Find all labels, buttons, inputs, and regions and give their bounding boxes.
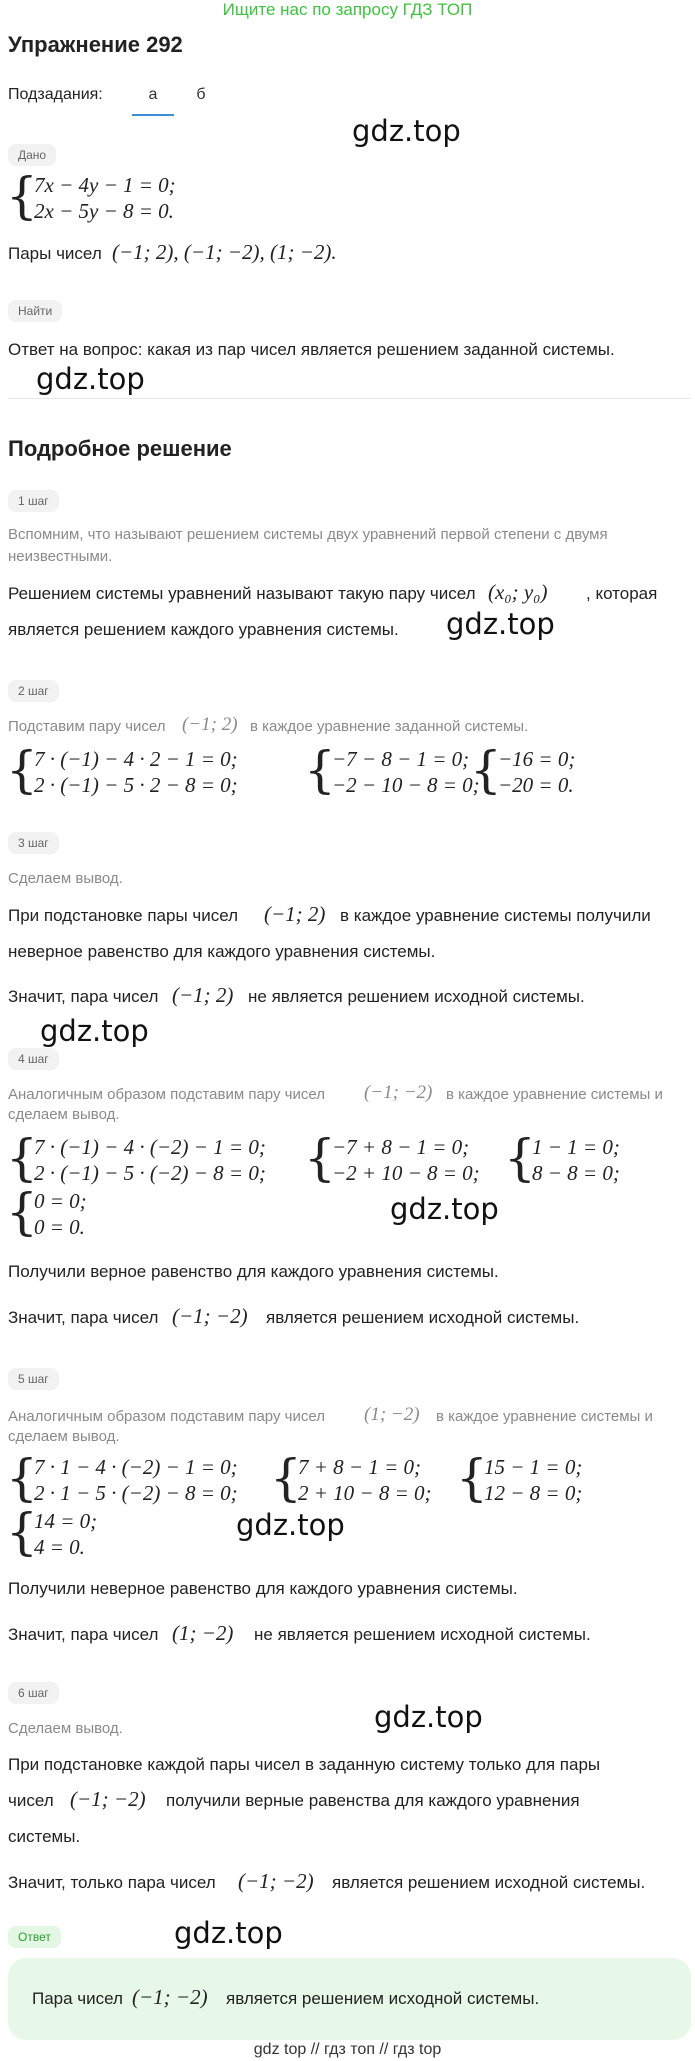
system-eq: −7 − 8 − 1 = 0; bbox=[332, 747, 470, 771]
system-brace: { bbox=[6, 167, 38, 225]
system-brace: { bbox=[6, 1503, 38, 1561]
step-text: Значит, только пара чисел bbox=[8, 1873, 216, 1892]
step-math: (−1; −2) bbox=[70, 1787, 146, 1811]
watermark: gdz.top bbox=[446, 607, 555, 641]
tab-a[interactable]: а bbox=[148, 86, 158, 103]
step-hint: Подставим пару чисел bbox=[8, 718, 166, 735]
step-text: не является решением исходной системы. bbox=[254, 1625, 591, 1644]
footer-links[interactable]: gdz top // гдз топ // гдз top bbox=[253, 2041, 442, 2058]
step-badge: 1 шаг bbox=[8, 490, 59, 512]
step-badge: 6 шаг bbox=[8, 1682, 59, 1704]
step-hint: Аналогичным образом подставим пару чисел bbox=[8, 1086, 325, 1103]
tab-active-indicator bbox=[132, 114, 174, 116]
step-math: (−1; 2) bbox=[172, 983, 234, 1007]
step-text: является решением исходной системы. bbox=[332, 1873, 646, 1892]
step-text: Значит, пара чисел bbox=[8, 1308, 159, 1327]
step-text: чисел bbox=[8, 1791, 54, 1810]
step-hint: в каждое уравнение заданной системы. bbox=[250, 718, 529, 735]
system-brace: { bbox=[6, 741, 38, 799]
system-eq: −16 = 0; bbox=[498, 747, 576, 771]
step-text: получили верные равенства для каждого уравнения bbox=[166, 1791, 580, 1810]
step-hint-math: (−1; −2) bbox=[364, 1082, 433, 1103]
step-hint: сделаем вывод. bbox=[8, 1428, 120, 1445]
system-brace: { bbox=[470, 741, 502, 799]
find-badge: Найти bbox=[8, 300, 62, 322]
given-badge: Дано bbox=[8, 144, 56, 166]
watermark: gdz.top bbox=[36, 362, 145, 396]
system-eq: 2 + 10 − 8 = 0; bbox=[298, 1481, 432, 1505]
step-badge: 3 шаг bbox=[8, 832, 59, 854]
pairs-label: Пары чисел bbox=[8, 244, 102, 263]
system-brace: { bbox=[304, 1129, 336, 1187]
subtasks-label: Подзадания: bbox=[8, 86, 103, 103]
step-text: в каждое уравнение системы получили bbox=[340, 906, 651, 925]
answer-text: является решением исходной системы. bbox=[226, 1989, 540, 2008]
system-eq: 2 · 1 − 5 · (−2) − 8 = 0; bbox=[34, 1481, 238, 1505]
answer-math: (−1; −2) bbox=[132, 1985, 208, 2009]
step-hint-math: (−1; 2) bbox=[182, 714, 238, 735]
system-eq: 0 = 0; bbox=[34, 1189, 87, 1213]
system-eq: 14 = 0; bbox=[34, 1509, 98, 1533]
step-hint: Вспомним, что называют решением системы двух уравнений первой степени с двумя неизвестными. bbox=[8, 526, 608, 565]
watermark: gdz.top bbox=[174, 1916, 283, 1950]
system-eq: 2 · (−1) − 5 · (−2) − 8 = 0; bbox=[34, 1161, 266, 1185]
system-eq: 7 + 8 − 1 = 0; bbox=[298, 1455, 422, 1479]
system-brace: { bbox=[6, 1129, 38, 1187]
exercise-title: Упражнение 292 bbox=[8, 32, 183, 57]
system-brace: { bbox=[6, 1183, 38, 1241]
step-text: Значит, пара чисел bbox=[8, 987, 159, 1006]
tab-b[interactable]: б bbox=[196, 86, 206, 103]
step-hint: сделаем вывод. bbox=[8, 1106, 120, 1123]
answer-badge: Ответ bbox=[8, 1926, 61, 1948]
given-eq-2: 2x − 5y − 8 = 0. bbox=[34, 199, 174, 223]
step-text: Получили верное равенство для каждого уравнения системы. bbox=[8, 1262, 499, 1281]
step-text: Получили неверное равенство для каждого уравнения системы. bbox=[8, 1579, 518, 1598]
system-eq: 15 − 1 = 0; bbox=[484, 1455, 583, 1479]
step-hint: Сделаем вывод. bbox=[8, 1720, 123, 1737]
step-badge: 2 шаг bbox=[8, 680, 59, 702]
system-eq: 7 · (−1) − 4 · 2 − 1 = 0; bbox=[34, 747, 238, 771]
step-hint: в каждое уравнение системы и bbox=[446, 1086, 663, 1103]
watermark: gdz.top bbox=[40, 1014, 149, 1048]
step-badge: 4 шаг bbox=[8, 1048, 59, 1070]
step-math: (x₀; y₀) bbox=[488, 580, 548, 604]
system-eq: 4 = 0. bbox=[34, 1535, 85, 1559]
step-text: При подстановке каждой пары чисел в заданную систему только для пары bbox=[8, 1755, 601, 1774]
step-text: системы. bbox=[8, 1827, 81, 1846]
step-text: является решением каждого уравнения системы. bbox=[8, 620, 399, 639]
system-eq: 1 − 1 = 0; bbox=[532, 1135, 620, 1159]
step-math: (−1; −2) bbox=[238, 1869, 314, 1893]
given-eq-1: 7x − 4y − 1 = 0; bbox=[34, 173, 176, 197]
step-math: (−1; 2) bbox=[264, 902, 326, 926]
step-text: Решением системы уравнений называют такую пару чисел bbox=[8, 584, 476, 603]
system-eq: −7 + 8 − 1 = 0; bbox=[332, 1135, 470, 1159]
step-hint: Аналогичным образом подставим пару чисел bbox=[8, 1408, 325, 1425]
step-text: Значит, пара чисел bbox=[8, 1625, 159, 1644]
system-eq: 7 · 1 − 4 · (−2) − 1 = 0; bbox=[34, 1455, 238, 1479]
system-eq: 12 − 8 = 0; bbox=[484, 1481, 583, 1505]
system-brace: { bbox=[504, 1129, 536, 1187]
step-text: неверное равенство для каждого уравнения системы. bbox=[8, 942, 436, 961]
system-eq: −2 − 10 − 8 = 0; bbox=[332, 773, 480, 797]
top-banner[interactable]: Ищите нас по запросу ГДЗ ТОП bbox=[222, 0, 473, 19]
step-text: При подстановке пары чисел bbox=[8, 906, 239, 925]
pairs-math: (−1; 2), (−1; −2), (1; −2). bbox=[112, 240, 337, 264]
step-hint-math: (1; −2) bbox=[364, 1404, 420, 1425]
system-eq: −20 = 0. bbox=[498, 773, 574, 797]
step-hint: в каждое уравнение системы и bbox=[436, 1408, 653, 1425]
system-brace: { bbox=[6, 1449, 38, 1507]
system-brace: { bbox=[456, 1449, 488, 1507]
answer-text: Пара чисел bbox=[32, 1989, 123, 2008]
system-brace: { bbox=[304, 741, 336, 799]
step-badge: 5 шаг bbox=[8, 1368, 59, 1390]
step-text: , которая bbox=[586, 584, 658, 603]
divider bbox=[8, 398, 691, 399]
step-math: (1; −2) bbox=[172, 1621, 234, 1645]
system-brace: { bbox=[270, 1449, 302, 1507]
step-hint: Сделаем вывод. bbox=[8, 870, 123, 887]
watermark: gdz.top bbox=[390, 1192, 499, 1226]
step-text: является решением исходной системы. bbox=[266, 1308, 580, 1327]
system-eq: 2 · (−1) − 5 · 2 − 8 = 0; bbox=[34, 773, 238, 797]
system-eq: −2 + 10 − 8 = 0; bbox=[332, 1161, 480, 1185]
system-eq: 8 − 8 = 0; bbox=[532, 1161, 620, 1185]
solution-title: Подробное решение bbox=[8, 436, 232, 461]
watermark: gdz.top bbox=[352, 114, 461, 148]
step-math: (−1; −2) bbox=[172, 1304, 248, 1328]
system-eq: 0 = 0. bbox=[34, 1215, 85, 1239]
watermark: gdz.top bbox=[374, 1700, 483, 1734]
system-eq: 7 · (−1) − 4 · (−2) − 1 = 0; bbox=[34, 1135, 266, 1159]
find-text: Ответ на вопрос: какая из пар чисел является решением заданной системы. bbox=[8, 340, 615, 359]
watermark: gdz.top bbox=[236, 1508, 345, 1542]
step-text: не является решением исходной системы. bbox=[248, 987, 585, 1006]
